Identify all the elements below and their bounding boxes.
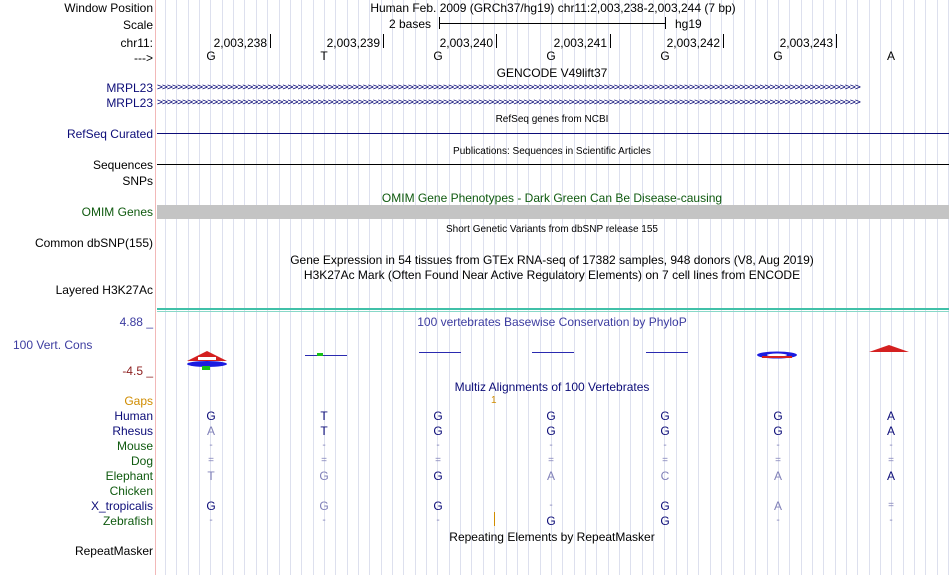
reference-base: G xyxy=(433,49,443,63)
refseq-track-title[interactable]: RefSeq genes from NCBI xyxy=(495,114,609,125)
alignment-base: G xyxy=(660,424,670,438)
species-label[interactable]: Rhesus xyxy=(112,424,153,438)
conservation-track-title[interactable]: 100 vertebrates Basewise Conservation by PhyloP xyxy=(417,315,687,329)
refseq-line xyxy=(157,133,949,134)
ruler-position-label: 2,003,238 xyxy=(213,36,267,50)
alignment-base: - xyxy=(889,515,893,526)
strand-label: ---> xyxy=(134,51,153,65)
ruler-position-label: 2,003,243 xyxy=(779,36,833,50)
alignment-base: = xyxy=(548,455,554,466)
conservation-min-value: -4.5 _ xyxy=(122,364,153,378)
species-label[interactable]: Dog xyxy=(130,454,153,468)
alignment-base: = xyxy=(888,500,894,511)
alignment-base: G xyxy=(319,499,329,513)
ruler-tick xyxy=(836,34,837,48)
gene-feature-mrpl23-1[interactable]: >>>>>>>>>>>>>>>>>>>>>>>>>>>>>>>>>>>>>>>>>>>>>>>>>>>>>>>>>>>>>>>>>>>>>>>>>>>>>>>>>>>>>>>>>>>>>>>>>>>>>>>>>>>>>>>>>>>>>>>>>>>>>>>>>>>>>>>>>>>> xyxy=(157,82,860,93)
ruler-tick xyxy=(383,34,384,48)
alignment-base: = xyxy=(208,455,214,466)
chrom-label: chr11: xyxy=(120,36,153,50)
gtex-track-title[interactable]: Gene Expression in 54 tissues from GTEx RNA-seq of 17382 samples, 948 donors (V8, Aug 2019) xyxy=(290,253,814,267)
alignment-base: G xyxy=(546,424,556,438)
h3k27ac-signal-line xyxy=(157,308,949,310)
conservation-logo-plot xyxy=(157,340,949,375)
logo-letter-a xyxy=(869,345,909,352)
alignment-base: G xyxy=(773,409,783,423)
alignment-base: A xyxy=(886,409,895,423)
alignment-base: G xyxy=(660,409,670,423)
gap-insertion-marker xyxy=(494,512,495,526)
ruler-tick xyxy=(610,34,611,48)
ruler-tick xyxy=(496,34,497,48)
alignment-base: = xyxy=(321,455,327,466)
gene-feature-mrpl23-2[interactable]: >>>>>>>>>>>>>>>>>>>>>>>>>>>>>>>>>>>>>>>>>>>>>>>>>>>>>>>>>>>>>>>>>>>>>>>>>>>>>>>>>>>>>>>>>>>>>>>>>>>>>>>>>>>>>>>>>>>>>>>>>>>>>>>>>>>>>>>>>>>> xyxy=(157,97,860,108)
gap-count: 1 xyxy=(491,395,497,406)
alignment-base: G xyxy=(433,409,443,423)
logo-letter-g xyxy=(202,366,210,370)
alignment-base: G xyxy=(206,409,216,423)
alignment-base: - xyxy=(776,515,780,526)
gene-label-mrpl23-1[interactable]: MRPL23 xyxy=(106,81,153,95)
alignment-base: - xyxy=(209,440,213,451)
alignment-base: = xyxy=(435,455,441,466)
alignment-base: = xyxy=(662,455,668,466)
alignment-base: - xyxy=(549,440,553,451)
ruler-position-label: 2,003,239 xyxy=(326,36,380,50)
refseq-curated-label[interactable]: RefSeq Curated xyxy=(66,127,153,141)
species-label[interactable]: Chicken xyxy=(109,484,153,498)
window-position-label: Window Position xyxy=(64,1,153,15)
omim-gene-bar[interactable] xyxy=(157,205,949,219)
alignment-base: T xyxy=(320,409,328,423)
alignment-base: - xyxy=(436,515,440,526)
alignment-base: A xyxy=(206,424,215,438)
alignment-base: = xyxy=(775,455,781,466)
sequences-label[interactable]: Sequences xyxy=(92,158,153,172)
publications-track-title[interactable]: Publications: Sequences in Scientific Articles xyxy=(453,146,651,157)
alignment-base: G xyxy=(433,424,443,438)
alignment-base: - xyxy=(322,440,326,451)
alignment-base: G xyxy=(773,424,783,438)
reference-base: G xyxy=(660,49,670,63)
gaps-label[interactable]: Gaps xyxy=(124,394,153,408)
h3k27ac-signal-line-2 xyxy=(157,311,949,312)
gencode-track-title[interactable]: GENCODE V49lift37 xyxy=(496,66,608,80)
species-label[interactable]: Mouse xyxy=(116,439,153,453)
ruler-tick xyxy=(270,34,271,48)
alignment-base: - xyxy=(663,440,667,451)
alignment-base: - xyxy=(889,440,893,451)
alignment-base: G xyxy=(319,469,329,483)
alignment-base: A xyxy=(773,499,782,513)
omim-genes-label[interactable]: OMIM Genes xyxy=(81,205,153,219)
window-position-value: Human Feb. 2009 (GRCh37/hg19) chr11:2,003,238-2,003,244 (7 bp) xyxy=(370,1,736,15)
alignment-base: G xyxy=(206,499,216,513)
reference-base: G xyxy=(773,49,783,63)
conservation-label[interactable]: 100 Vert. Cons xyxy=(13,338,93,352)
species-label[interactable]: Elephant xyxy=(105,469,153,483)
repeatmasker-label[interactable]: RepeatMasker xyxy=(74,544,153,558)
alignment-base: G xyxy=(433,469,443,483)
alignment-base: T xyxy=(207,469,215,483)
ruler-tick xyxy=(723,34,724,48)
repeatmasker-track-title[interactable]: Repeating Elements by RepeatMasker xyxy=(449,530,655,544)
logo-letter-g xyxy=(317,353,323,356)
alignment-base: G xyxy=(546,514,556,528)
alignment-base: G xyxy=(433,499,443,513)
scale-assembly: hg19 xyxy=(675,17,702,31)
omim-track-title[interactable]: OMIM Gene Phenotypes - Dark Green Can Be Disease-causing xyxy=(381,191,723,205)
alignment-base: - xyxy=(209,515,213,526)
alignment-base: A xyxy=(773,469,782,483)
alignment-base: G xyxy=(660,499,670,513)
ruler-position-label: 2,003,240 xyxy=(439,36,493,50)
alignment-base: - xyxy=(322,515,326,526)
alignment-base: - xyxy=(436,440,440,451)
ruler-position-label: 2,003,242 xyxy=(666,36,720,50)
reference-base: G xyxy=(206,49,216,63)
ruler-position-label: 2,003,241 xyxy=(553,36,607,50)
scale-bar xyxy=(439,17,666,31)
alignment-base: A xyxy=(886,469,895,483)
alignment-base: A xyxy=(886,424,895,438)
publications-line xyxy=(157,164,949,165)
dbsnp-track-title[interactable]: Short Genetic Variants from dbSNP release 155 xyxy=(446,224,658,235)
species-label[interactable]: Human xyxy=(114,409,153,423)
species-label[interactable]: X_tropicalis xyxy=(90,499,153,513)
alignment-base: A xyxy=(546,469,555,483)
reference-base: G xyxy=(546,49,556,63)
alignment-base: - xyxy=(776,440,780,451)
h3k27ac-track-title[interactable]: H3K27Ac Mark (Often Found Near Active Regulatory Elements) on 7 cell lines from ENCODE xyxy=(303,268,801,282)
multiz-track-title[interactable]: Multiz Alignments of 100 Vertebrates xyxy=(454,380,650,394)
h3k27ac-label[interactable]: Layered H3K27Ac xyxy=(55,283,153,297)
dbsnp-label[interactable]: Common dbSNP(155) xyxy=(34,236,153,250)
snps-label[interactable]: SNPs xyxy=(122,174,153,188)
alignment-base: T xyxy=(320,424,328,438)
scale-label: Scale xyxy=(122,18,153,32)
alignment-base: - xyxy=(549,500,553,511)
gene-label-mrpl23-2[interactable]: MRPL23 xyxy=(106,96,153,110)
alignment-base: G xyxy=(660,514,670,528)
label-divider xyxy=(155,0,156,575)
alignment-base: = xyxy=(888,455,894,466)
species-label[interactable]: Zebrafish xyxy=(102,514,153,528)
alignment-base: C xyxy=(660,469,670,483)
alignment-base: G xyxy=(546,409,556,423)
reference-base: T xyxy=(320,49,328,63)
scale-text: 2 bases xyxy=(389,17,432,31)
reference-base: A xyxy=(886,49,895,63)
conservation-max-value: 4.88 _ xyxy=(119,315,153,329)
